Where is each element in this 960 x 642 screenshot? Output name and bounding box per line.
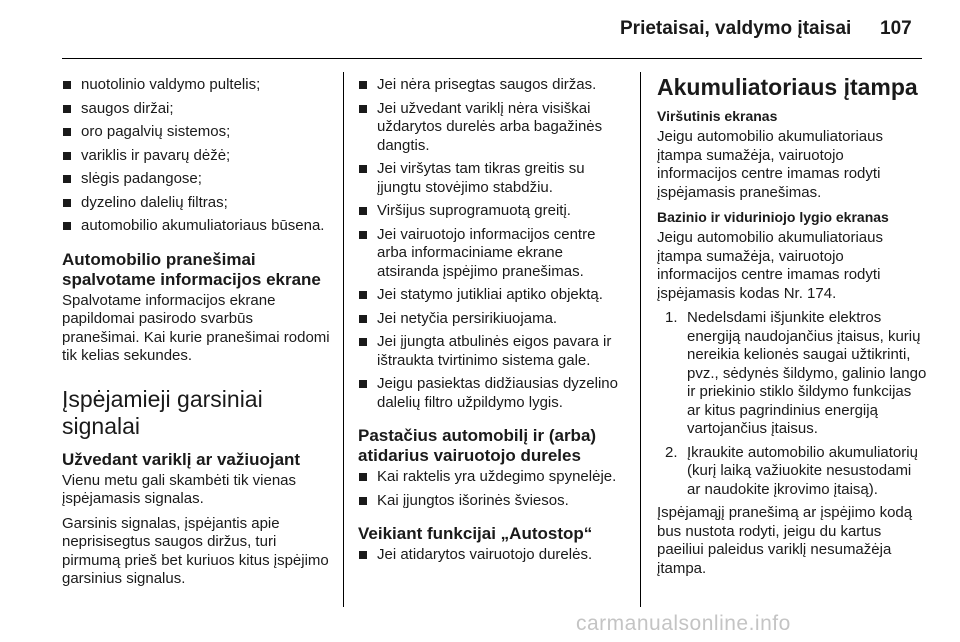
list-item: 2. Įkraukite automobilio akumuliatorių (kurį laiką važiuokite nesustodami ar naudokite įkrovimo įtaisą). (665, 443, 918, 498)
autostop-heading: Veikiant funkcijai „Autostop“ (358, 524, 593, 543)
list-item: variklis ir pavarų dėžė; (62, 147, 332, 166)
list-item: nuotolinio valdymo pultelis; (62, 76, 332, 95)
list-item: Jei statymo jutikliai aptiko objektą. (358, 286, 626, 305)
list-item: Kai raktelis yra uždegimo spynelėje. (358, 468, 626, 487)
page-number: 107 (880, 18, 912, 39)
square-bullet-icon (63, 105, 71, 113)
parked-conditions-list (358, 468, 626, 510)
square-bullet-icon (359, 291, 367, 299)
list-item: Jei vairuotojo informacijos centre arba informaciniame ekrane atsiranda įspėjimo pranešimas. (358, 226, 626, 282)
square-bullet-icon (359, 551, 367, 559)
column-1 (62, 76, 332, 595)
watermark: carmanualsonline.info (576, 612, 791, 635)
square-bullet-icon (63, 222, 71, 230)
list-item: Jei netyčia persirikiuojama. (358, 310, 626, 329)
list-item: Jei atidarytos vairuotojo durelės. (358, 546, 626, 565)
square-bullet-icon (359, 315, 367, 323)
square-bullet-icon (63, 81, 71, 89)
square-bullet-icon (63, 175, 71, 183)
starting-engine-text-1: Vienu metu gali skambėti tik vienas įspėjamasis signalas. (62, 471, 297, 507)
upper-display-heading: Viršutinis ekranas (657, 108, 778, 124)
square-bullet-icon (359, 231, 367, 239)
auto-messages-text: Spalvotame informacijos ekrane papildomai pasirodo svarbūs pranešimai. Kai kurie pranešimai rodomi tik kelias sekundes. (62, 291, 330, 364)
list-item: automobilio akumuliatoriaus būsena. (62, 217, 332, 236)
column-3 (657, 74, 927, 584)
upper-display-text: Jeigu automobilio akumuliatoriaus įtampa sumažėja, vairuotojo informacijos centre imamas rodyti įspėjamasis pranešimas. (657, 128, 883, 201)
chime-conditions-list (358, 76, 626, 412)
base-display-text: Jeigu automobilio akumuliatoriaus įtampa sumažėja, vairuotojo informacijos centre imamas rodyti įspėjamasis kodas Nr. 174. (657, 229, 883, 302)
starting-engine-text-2: Garsinis signalas, įspėjantis apie neprisisegtus saugos diržus, turi pirmumą prieš bet kuriuos kitus įspėjimo garsinius signalus. (62, 514, 329, 587)
list-item: Viršijus suprogramuotą greitį. (358, 202, 626, 221)
list-item: Jeigu pasiektas didžiausias dyzelino dalelių filtro užpildymo lygis. (358, 375, 626, 412)
square-bullet-icon (359, 81, 367, 89)
square-bullet-icon (63, 128, 71, 136)
column-divider-2 (640, 72, 641, 607)
list-item: Kai įjungtos išorinės šviesos. (358, 492, 626, 511)
square-bullet-icon (359, 380, 367, 388)
square-bullet-icon (359, 338, 367, 346)
square-bullet-icon (359, 207, 367, 215)
square-bullet-icon (359, 105, 367, 113)
list-item: Jei įjungta atbulinės eigos pavara ir ištraukta tvirtinimo sistema gale. (358, 333, 626, 370)
list-item: Jei viršytas tam tikras greitis su įjungtu stovėjimo stabdžiu. (358, 160, 626, 197)
square-bullet-icon (63, 199, 71, 207)
list-item: saugos diržai; (62, 100, 332, 119)
battery-voltage-heading: Akumuliatoriaus įtampa (657, 74, 918, 100)
list-item: dyzelino dalelių filtras; (62, 194, 332, 213)
square-bullet-icon (359, 165, 367, 173)
auto-messages-heading: Automobilio pranešimai spalvotame informacijos ekrane (62, 249, 321, 289)
header-divider (62, 58, 922, 59)
list-item: 1. Nedelsdami išjunkite elektros energiją naudojančius įtaisus, kurių nereikia kelionės saugai užtikrinti, pvz., sėdynės šildymo, galinio lango ir priekinio stiklo šildymo funkcijas ar kitus pagrindinius energiją vartojančius įtaisus. (665, 309, 927, 437)
list-item: Jei nėra prisegtas saugos diržas. (358, 76, 626, 95)
column-2 (358, 76, 626, 570)
square-bullet-icon (359, 497, 367, 505)
list-item: Jei užvedant variklį nėra visiškai uždarytos durelės arba bagažinės dangtis. (358, 100, 626, 156)
page-header-title: Prietaisai, valdymo įtaisai (620, 18, 852, 39)
square-bullet-icon (63, 152, 71, 160)
list-item: oro pagalvių sistemos; (62, 123, 332, 142)
warning-chimes-heading: Įspėjamieji garsiniai signalai (62, 385, 263, 439)
autostop-conditions-list (358, 546, 626, 565)
base-display-heading: Bazinio ir viduriniojo lygio ekranas (657, 209, 889, 225)
column-divider-1 (343, 72, 344, 607)
list-item: slėgis padangose; (62, 170, 332, 189)
parked-heading: Pastačius automobilį ir (arba) atidarius vairuotojo dureles (358, 426, 597, 465)
battery-steps-list (657, 309, 927, 499)
starting-engine-heading: Užvedant variklį ar važiuojant (62, 449, 301, 469)
monitored-items-list (62, 76, 332, 236)
battery-final-text: Įspėjamąjį pranešimą ar įspėjimo kodą bus nustota rodyti, jeigu du kartus paeiliui paleidus variklį nesumažėja įtampa. (657, 504, 913, 577)
square-bullet-icon (359, 473, 367, 481)
